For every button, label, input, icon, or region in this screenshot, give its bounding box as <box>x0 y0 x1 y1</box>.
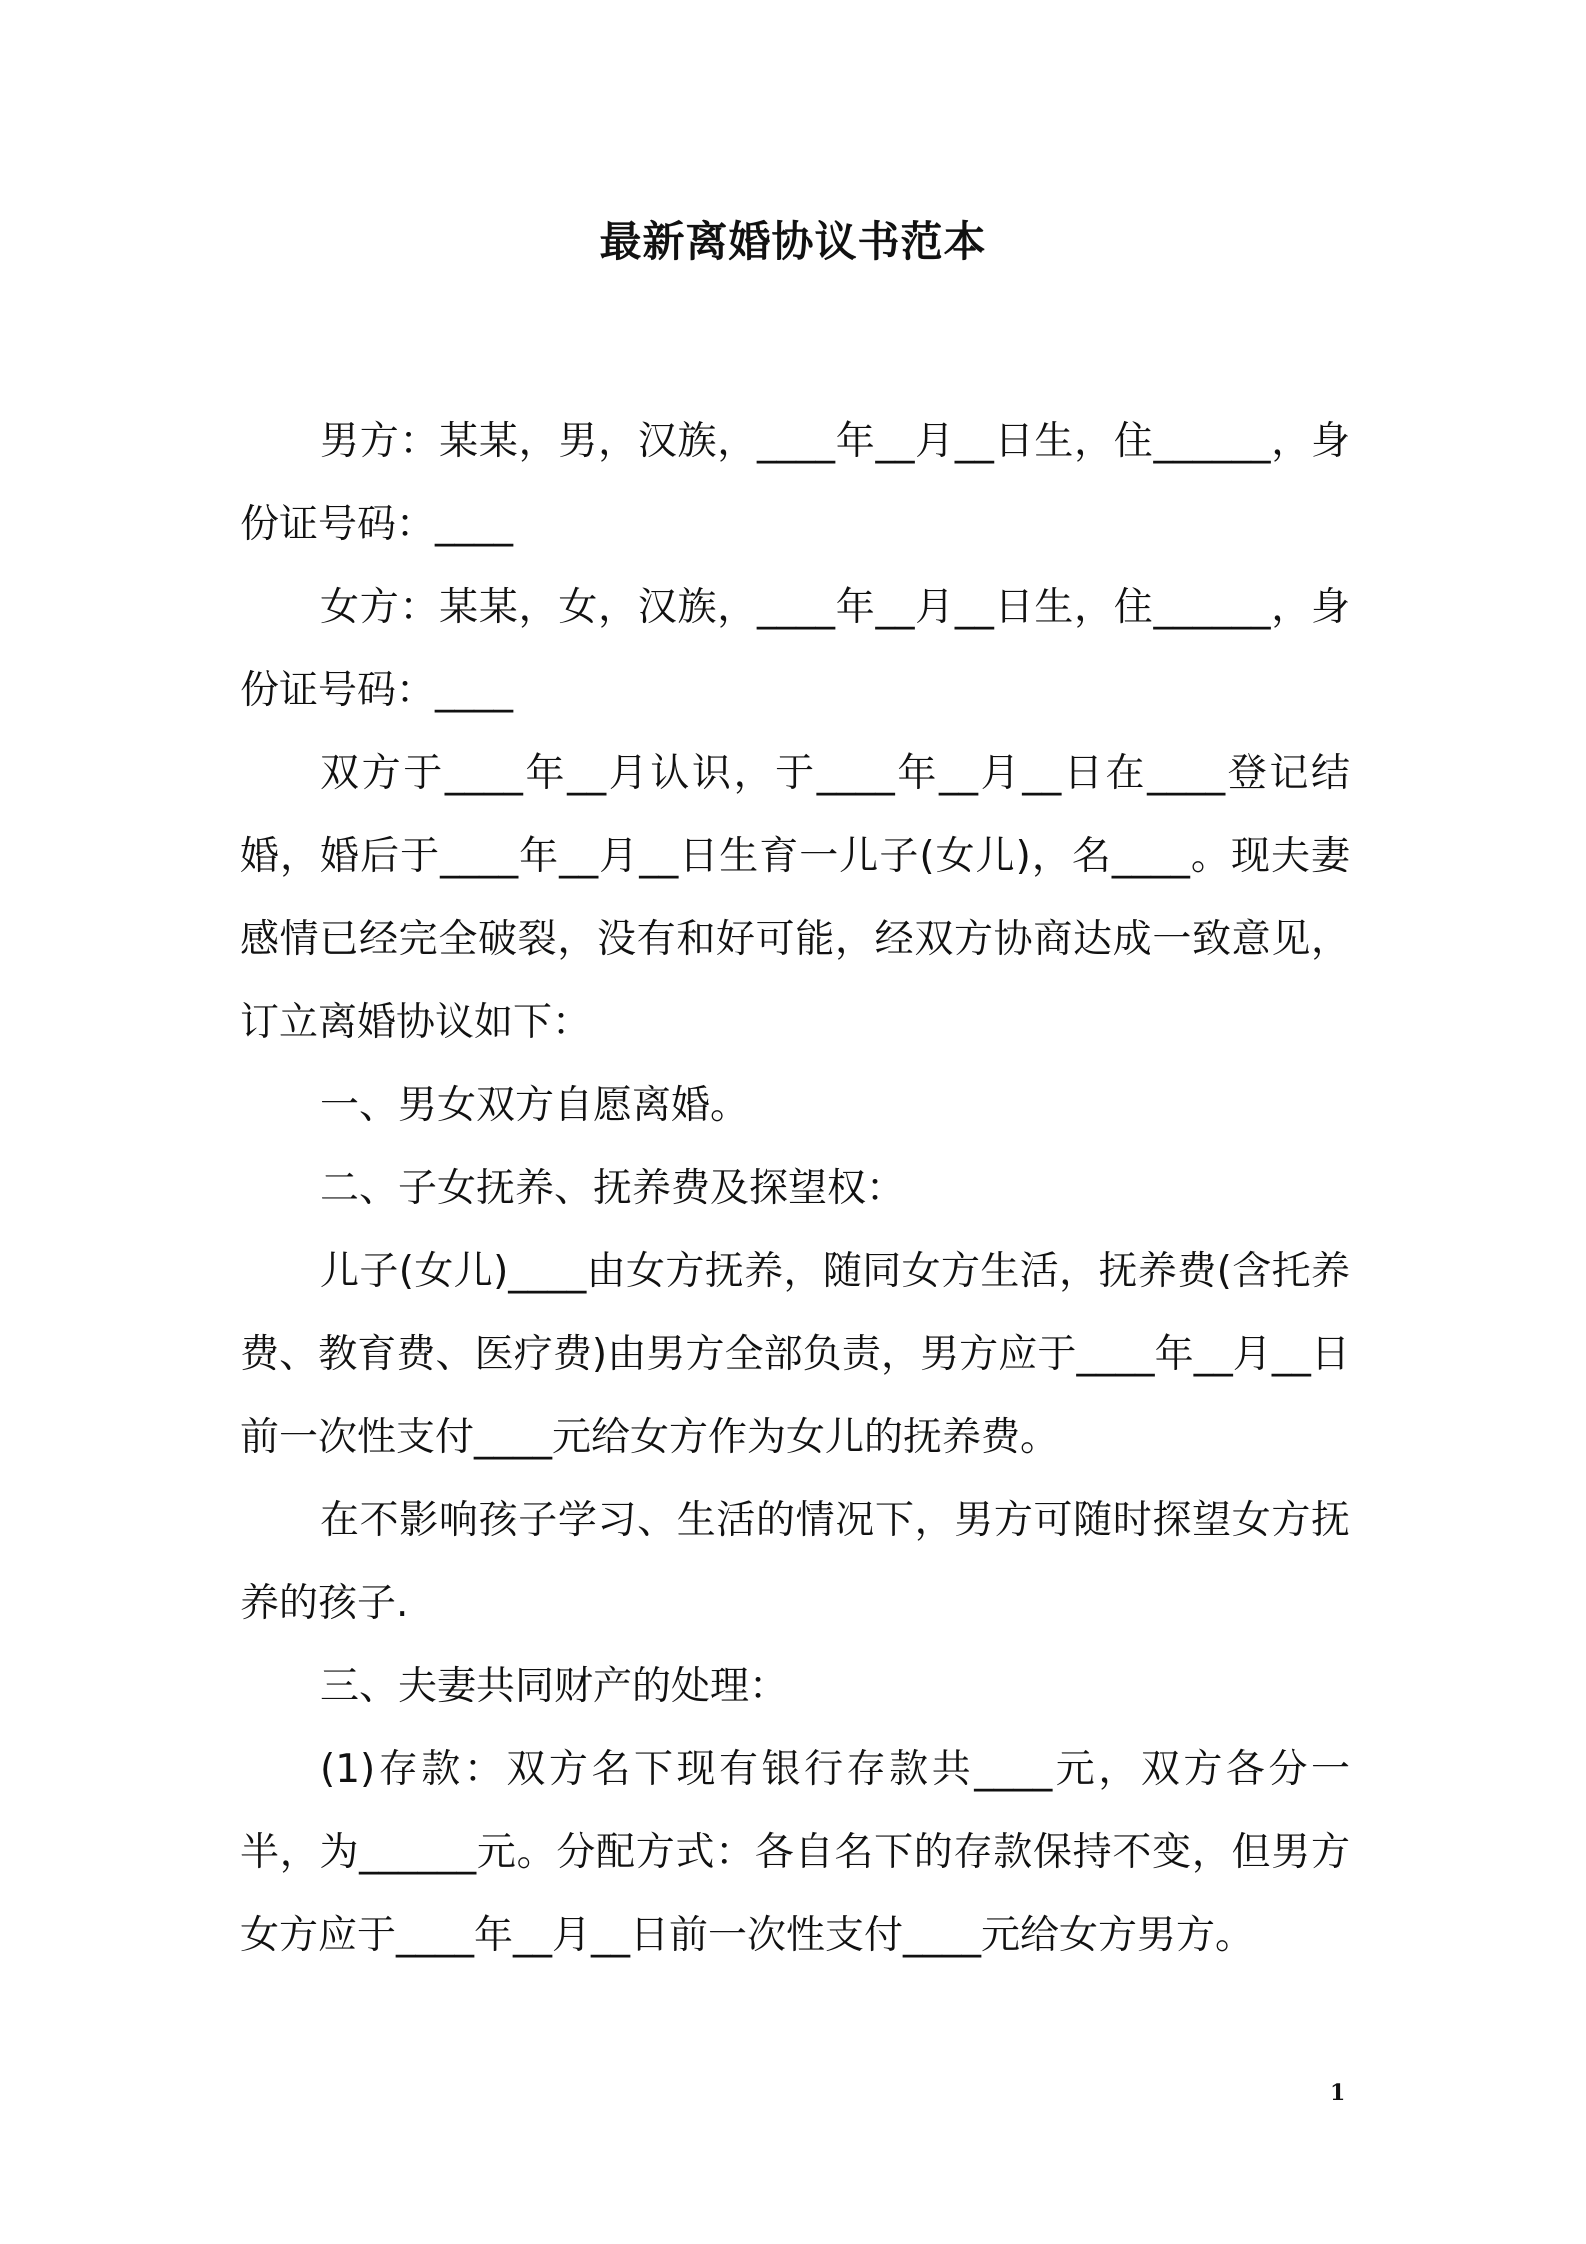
paragraph-clause-two-heading: 二、子女抚养、抚养费及探望权： <box>320 1166 906 1211</box>
paragraph-marriage-info: 双方于____年__月认识，于____年__月__日在____登记结婚，婚后于____年__月__日生育一儿子(女儿)，名____。现夫妻感情已经完全破裂，没有和好可能，经双方协商达成一致意见，订立离婚协议如下： <box>240 751 1350 1045</box>
paragraph-male-party: 男方：某某，男，汉族，____年__月__日生，住______，身份证号码：____ <box>240 419 1350 547</box>
paragraph-clause-three-heading: 三、夫妻共同财产的处理： <box>320 1664 789 1709</box>
page-number: 1 <box>1330 2080 1346 2106</box>
document-title: 最新离婚协议书范本 <box>599 217 987 266</box>
paragraph-clause-one: 一、男女双方自愿离婚。 <box>320 1083 750 1128</box>
paragraph-visitation: 在不影响孩子学习、生活的情况下，男方可随时探望女方抚养的孩子. <box>240 1498 1350 1626</box>
document-body <box>240 400 1350 1977</box>
paragraph-deposits: (1)存款：双方名下现有银行存款共____元，双方各分一半，为______元。分配方式：各自名下的存款保持不变，但男方女方应于____年__月__日前一次性支付____元给女方男方。 <box>240 1747 1350 1958</box>
paragraph-female-party: 女方：某某，女，汉族，____年__月__日生，住______，身份证号码：____ <box>240 585 1350 713</box>
paragraph-child-support: 儿子(女儿)____由女方抚养，随同女方生活，抚养费(含托养费、教育费、医疗费)由男方全部负责，男方应于____年__月__日前一次性支付____元给女方作为女儿的抚养费。 <box>240 1249 1350 1460</box>
